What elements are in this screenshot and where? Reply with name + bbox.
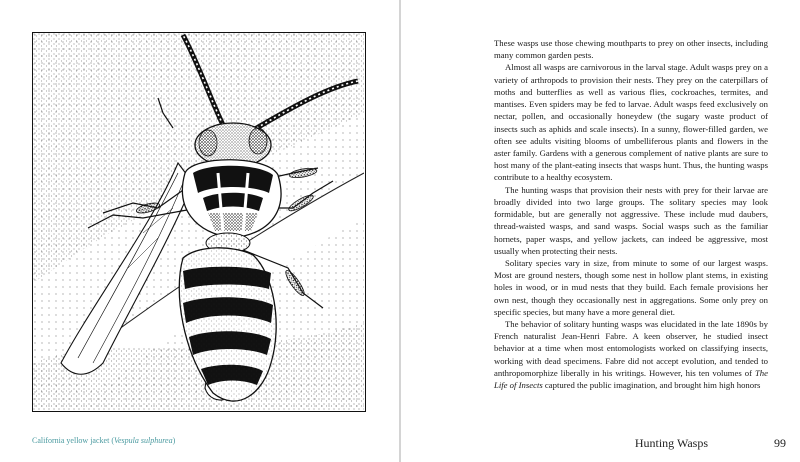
paragraph	[494, 318, 768, 391]
paragraph: The hunting wasps that provision their nests with prey for their larvae are broadly divided into two large groups. The solitary species may look formidable, but are generally not aggressive. These include mud daubers, thread-waisted wasps, and sand wasps. Social wasps such as the familiar hornets, paper wasps, and yellow jackets, can indeed be aggressive, most usually when protecting their nests.	[494, 184, 768, 256]
running-head: Hunting Wasps	[634, 436, 708, 450]
paragraph: Solitary species vary in size, from minute to some of our largest wasps. Most are ground nesters, though some nest in hollow plant stems, in existing holes in wood, or in mud nests that they build. Each female provisions her own nest, though they occasionally nest in aggregations. Some only prey on specific species, but many have a more general diet.	[494, 257, 768, 317]
figure-caption: California yellow jacket (Vespula sulphurea)	[32, 436, 176, 445]
paragraph-text: The behavior of solitary hunting wasps was elucidated in the late 1890s by French naturalist Jean-Henri Fabre. A keen observer, he studied insect behavior at a time when most entomologists worked on classifying insects, working with dead specimens. Fabre did not accept evolution, and tended to anthropomorphize liberally in his writings. However, his ten volumes of	[494, 319, 768, 378]
left-page	[0, 0, 399, 462]
caption-scientific-name: Vespula sulphurea	[113, 436, 173, 445]
paragraph: These wasps use those chewing mouthparts to prey on other insects, including many common garden pests.	[494, 38, 768, 61]
caption-common-name: California yellow jacket	[32, 436, 110, 445]
right-page	[401, 0, 800, 462]
page-number: 99	[774, 436, 786, 450]
paragraph: Almost all wasps are carnivorous in the larval stage. Adult wasps prey on a variety of arthropods to provision their nests. They prey on the caterpillars of moths and butterflies as well as various flies, cockroaches, termites, and mantises. Even spiders may be fed to larvae. Adult wasps feed exclusively on nectar, pollen, and occasionally honeydew (the sugary waste product of insects such as aphids and scale insects). In a sunny, flower-filled garden, we often see adults visiting blooms of umbelliferous plants and flowers in the aster family. Gardens with a generous complement of native plants are sure to host many of the plant-eating insects that wasps hunt. Thus, the hunting wasps contribute to a healthy ecosystem.	[494, 62, 768, 183]
paragraph-tail: captured the public imagination, and brought him high honors	[542, 380, 761, 391]
wasp-illustration	[32, 32, 366, 412]
body-text	[494, 37, 768, 391]
book-title: The Life of Insects	[494, 367, 768, 391]
